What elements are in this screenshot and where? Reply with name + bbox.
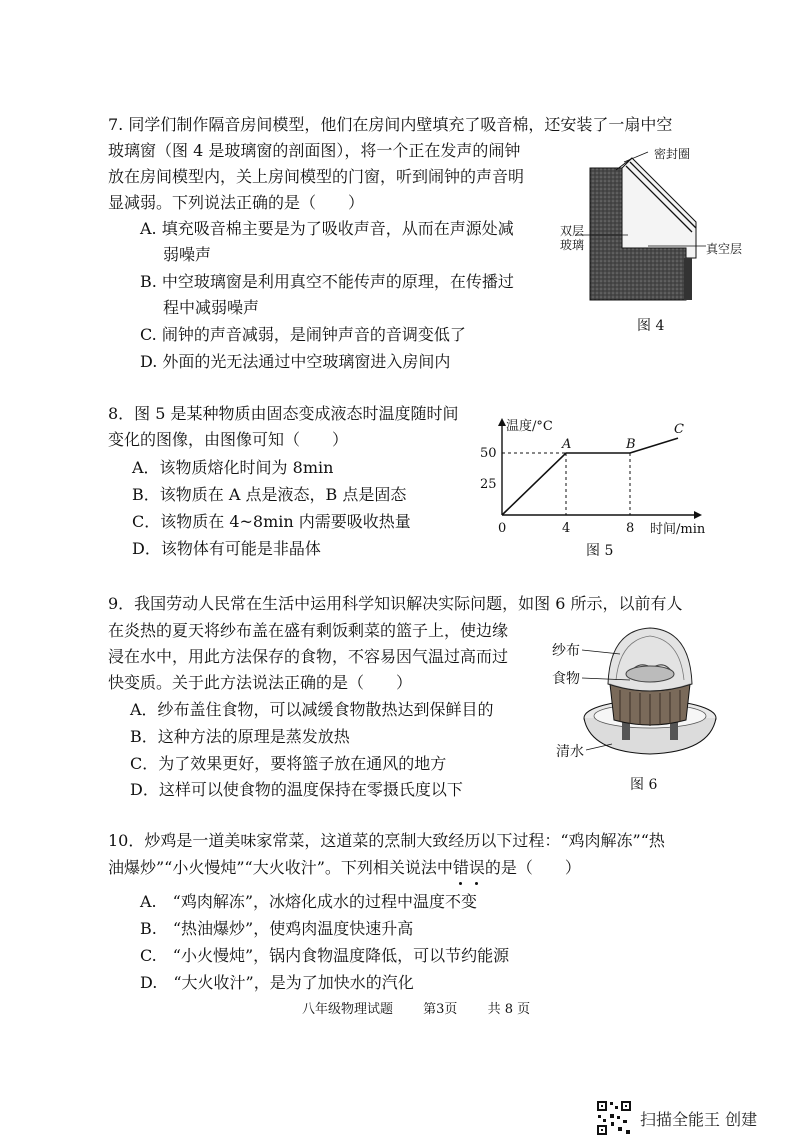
figure-5-caption: 图 5 — [586, 543, 614, 559]
footer-subject: 八年级物理试题 — [302, 1002, 394, 1017]
q7-option-b: B. 中空玻璃窗是利用真空不能传声的原理，在传播过 — [140, 272, 514, 291]
q10-option-c: C. “小火慢炖”，锅内食物温度降低，可以节约能源 — [140, 946, 510, 965]
figure-5-chart — [470, 412, 720, 542]
q9-option-d: D．这样可以使食物的温度保持在零摄氏度以下 — [130, 780, 463, 799]
label-gauze: 纱布 — [552, 643, 580, 659]
q9-option-c: C．为了效果更好，要将篮子放在通风的地方 — [130, 754, 447, 773]
label-double-glass-1: 双层 — [560, 224, 585, 238]
q8-option-b: B．该物质在 A 点是液态，B 点是固态 — [132, 485, 407, 504]
point-label-C: C — [674, 422, 684, 438]
y-tick-label: 50 — [480, 446, 497, 461]
page-footer — [302, 998, 556, 1017]
label-water: 清水 — [556, 744, 584, 760]
q10-option-a: A. “鸡肉解冻”，冰熔化成水的过程中温度不变 — [140, 892, 478, 911]
scanner-watermark: 扫描全能王 创建 — [640, 1110, 758, 1129]
x-tick-label: 8 — [626, 521, 635, 536]
q10-option-d: D. “大火收汁”，是为了加快水的汽化 — [140, 973, 414, 992]
q7-option-a-cont: 弱噪声 — [163, 245, 212, 264]
q7-stem-line-1: 7. 同学们制作隔音房间模型，他们在房间内壁填充了吸音棉，还安装了一扇中空 — [108, 115, 673, 134]
q10-stem-line-2-before: 油爆炒”“小火慢炖”“大火收汁”。下列相关说法中 — [108, 858, 453, 877]
qr-code-icon — [596, 1100, 632, 1136]
q9-option-a: A．纱布盖住食物，可以减缓食物散热达到保鲜目的 — [130, 700, 494, 719]
q10-option-b: B. “热油爆炒”，使鸡肉温度快速升高 — [140, 919, 414, 938]
label-food: 食物 — [552, 671, 580, 687]
q10-emphasis-word: 错误 — [453, 858, 485, 877]
footer-total-pages: 共 8 页 — [487, 1002, 531, 1017]
q7-stem-line-4: 显减弱。下列说法正确的是（ ） — [108, 193, 365, 212]
q8-stem-line-2: 变化的图像，由图像可知（ ） — [108, 430, 349, 449]
x-axis-label: 时间/min — [650, 522, 706, 537]
q7-option-a: A. 填充吸音棉主要是为了吸收声音，从而在声源处减 — [140, 219, 514, 238]
figure-6-caption: 图 6 — [630, 777, 658, 793]
q9-stem-line-3: 浸在水中，用此方法保存的食物，不容易因气温过高而过 — [108, 647, 509, 666]
point-label-B: B — [626, 437, 636, 452]
label-seal-ring: 密封圈 — [654, 147, 691, 161]
q7-stem-line-2: 玻璃窗（图 4 是玻璃窗的剖面图），将一个正在发声的闹钟 — [108, 141, 521, 160]
q7-option-c: C. 闹钟的声音减弱，是闹钟声音的音调变低了 — [140, 325, 466, 344]
q7-stem-line-3: 放在房间模型内，关上房间模型的门窗，听到闹钟的声音明 — [108, 167, 525, 186]
q9-stem-line-4: 快变质。关于此方法说法正确的是（ ） — [108, 673, 413, 692]
y-axis-label: 温度/°C — [506, 419, 553, 434]
x-axis-arrow — [694, 511, 702, 519]
q9-stem-line-1: 9．我国劳动人民常在生活中运用科学知识解决实际问题，如图 6 所示，以前有人 — [108, 594, 683, 613]
label-vacuum-layer: 真空层 — [706, 242, 743, 256]
q7-option-d: D. 外面的光无法通过中空玻璃窗进入房间内 — [140, 352, 451, 371]
q9-option-b: B．这种方法的原理是蒸发放热 — [130, 727, 350, 746]
label-double-glass-2: 玻璃 — [560, 238, 585, 252]
figure-4-caption: 图 4 — [637, 318, 665, 334]
q10-stem-line-2-after: 的是（ ） — [484, 858, 581, 877]
q7-option-b-cont: 程中减弱噪声 — [163, 298, 260, 317]
point-label-A: A — [562, 437, 572, 452]
temperature-series-line — [502, 438, 678, 515]
q8-stem-line-1: 8．图 5 是某种物质由固态变成液态时温度随时间 — [108, 404, 459, 423]
q10-stem-line-1: 10．炒鸡是一道美味家常菜，这道菜的烹制大致经历以下过程：“鸡肉解冻”“热 — [108, 831, 665, 850]
y-axis-arrow — [498, 418, 506, 426]
footer-page-number: 第3页 — [423, 1002, 458, 1017]
figure-6-leader-lines — [580, 640, 660, 760]
x-tick-label: 0 — [498, 521, 507, 536]
q8-option-a: A．该物质熔化时间为 8min — [132, 458, 334, 477]
q10-stem-line-2 — [108, 857, 581, 879]
q8-option-d: D．该物体有可能是非晶体 — [132, 539, 321, 558]
q9-stem-line-2: 在炎热的夏天将纱布盖在盛有剩饭剩菜的篮子上，使边缘 — [108, 621, 509, 640]
figure-4-window-section — [556, 140, 756, 310]
x-tick-label: 4 — [562, 521, 571, 536]
y-tick-label: 25 — [480, 477, 497, 492]
q8-option-c: C．该物质在 4~8min 内需要吸收热量 — [132, 512, 411, 531]
